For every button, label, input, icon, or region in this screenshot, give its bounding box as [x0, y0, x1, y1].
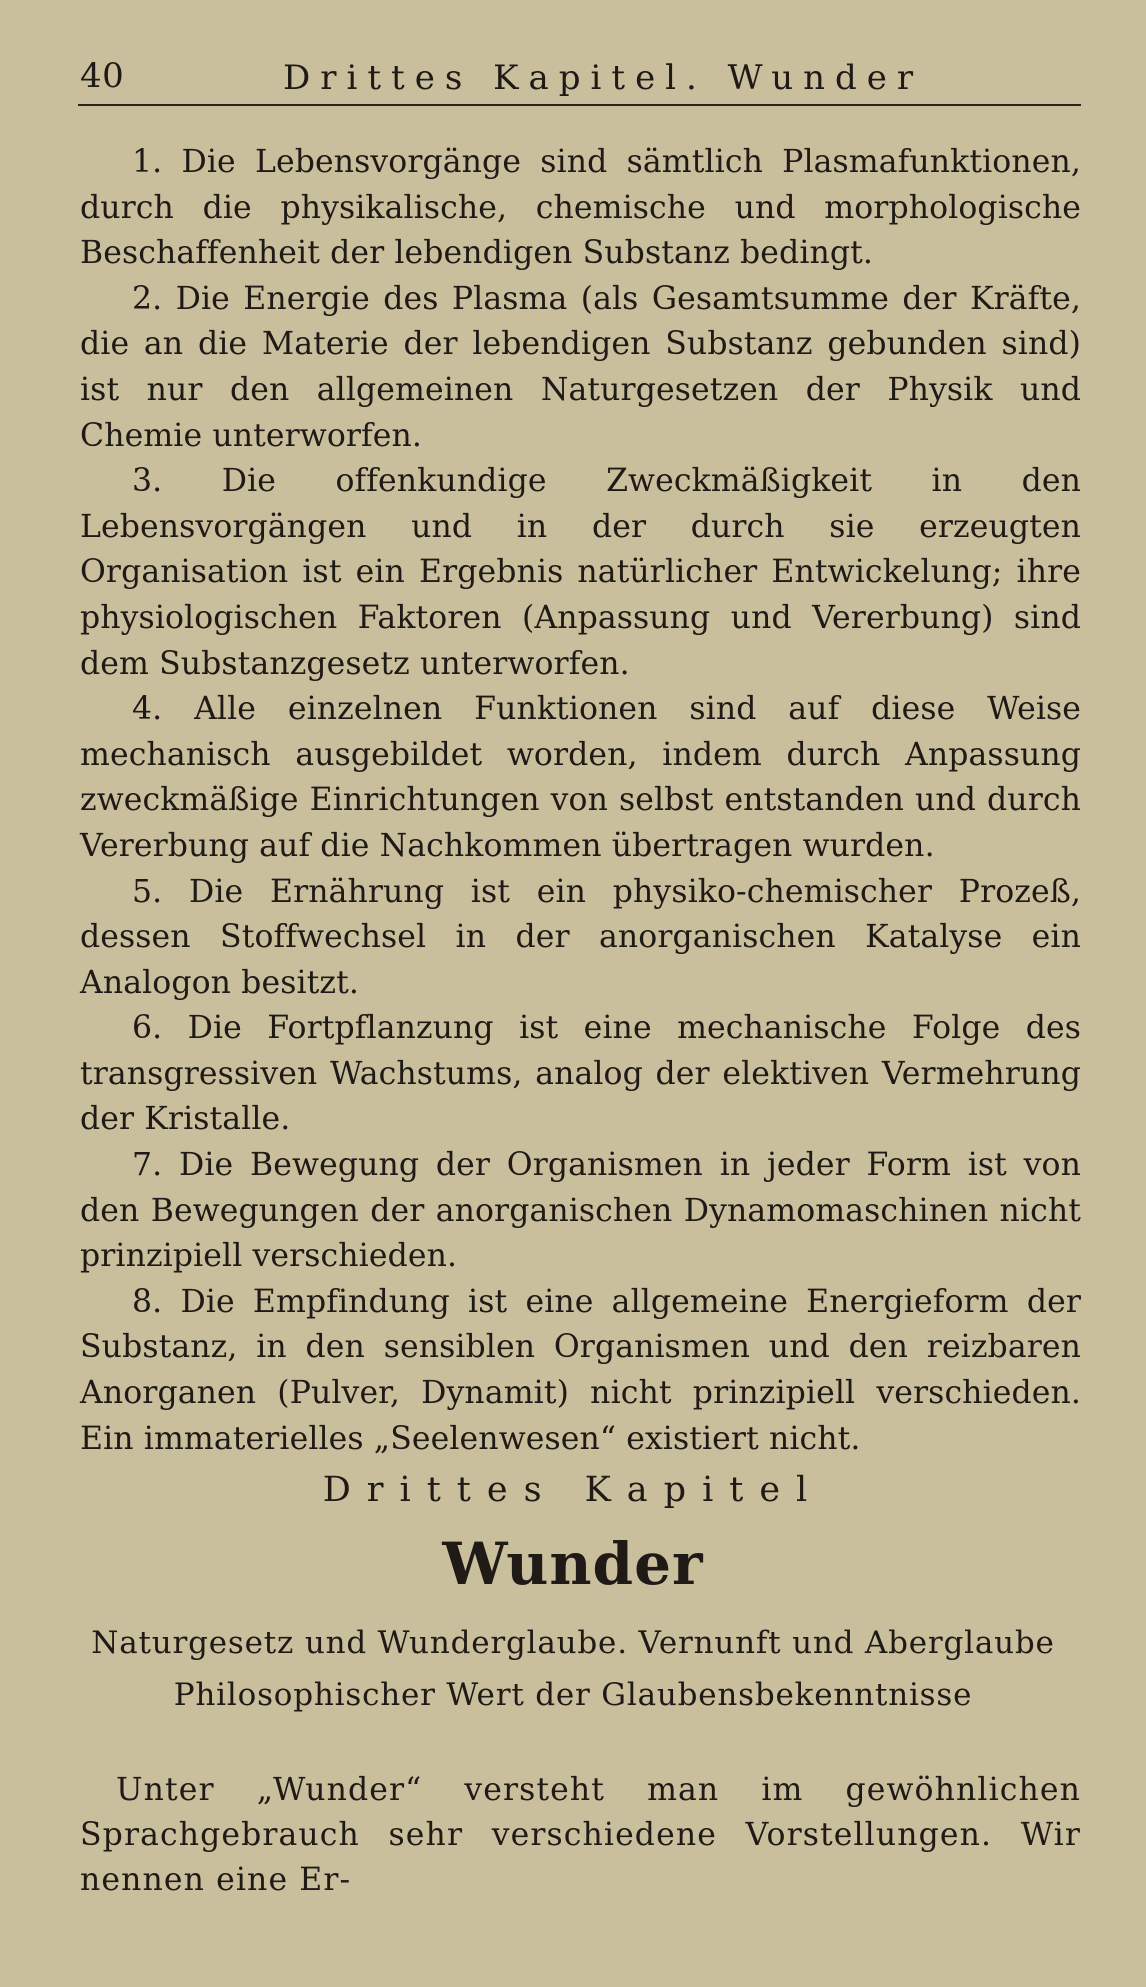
chapter-subtitle-1: Naturgesetz und Wunderglaube. Vernunft und Aberglaube [91, 1625, 1055, 1661]
chapter-subtitle-2: Philosophischer Wert der Glaubensbekenntnisse [173, 1677, 973, 1713]
thesis-4: 4. Alle einzelnen Funktionen sind auf diese Weise mechanisch ausgebildet worden, indem durch Anpassung zweckmäßige Einrichtungen von selbst entstanden und durch Vererbung auf die Nachkommen übertragen wurden. [80, 691, 1081, 864]
thesis-7: 7. Die Bewegung der Organismen in jeder Form ist von den Bewegungen der anorganischen Dynamomaschinen nicht prinzipiell verschieden. [80, 1147, 1081, 1275]
thesis-8: 8. Die Empfindung ist eine allgemeine Energieform der Substanz, in den sensiblen Organismen und den reizbaren Anorganen (Pulver, Dynamit) nicht prinzipiell verschieden. Ein immaterielles „Seelenwesen“ existiert nicht. [80, 1283, 1081, 1457]
running-head [78, 52, 1081, 106]
opening-paragraph: Unter „Wunder“ versteht man im gewöhnlichen Sprachgebrauch sehr verschiedene Vorstellungen. Wir nennen eine Er- [80, 1772, 1081, 1898]
thesis-2: 2. Die Energie des Plasma (als Gesamtsumme der Kräfte, die an die Materie der lebendigen Substanz gebunden sind) ist nur den allgemeinen Naturgesetzen der Physik und Chemie unterworfen. [80, 280, 1081, 454]
chapter-opening [80, 1768, 1081, 1903]
thesis-3: 3. Die offenkundige Zweckmäßigkeit in den Lebensvorgängen und in der durch sie erzeugten Organisation ist ein Ergebnis natürlicher Entwickelung; ihre physiologischen Faktoren (Anpassung und Vererbung) sind dem Substanzgesetz unterworfen. [80, 463, 1081, 682]
chapter-title: Wunder [442, 1530, 704, 1598]
running-title: Drittes Kapitel. Wunder [283, 58, 924, 98]
chapter-kicker: Drittes Kapitel [322, 1470, 824, 1510]
thesis-6: 6. Die Fortpflanzung ist eine mechanische Folge des transgressiven Wachstums, analog der elektiven Vermehrung der Kristalle. [80, 1010, 1081, 1138]
thesis-1: 1. Die Lebensvorgänge sind sämtlich Plasmafunktionen, durch die physikalische, chemische und morphologische Beschaffenheit der lebendigen Substanz bedingt. [80, 144, 1081, 272]
page-number: 40 [80, 56, 125, 96]
thesis-5: 5. Die Ernährung ist ein physiko-chemischer Prozeß, dessen Stoffwechsel in der anorganischen Katalyse ein Analogon besitzt. [80, 873, 1081, 1001]
numbered-theses [80, 140, 1081, 1462]
